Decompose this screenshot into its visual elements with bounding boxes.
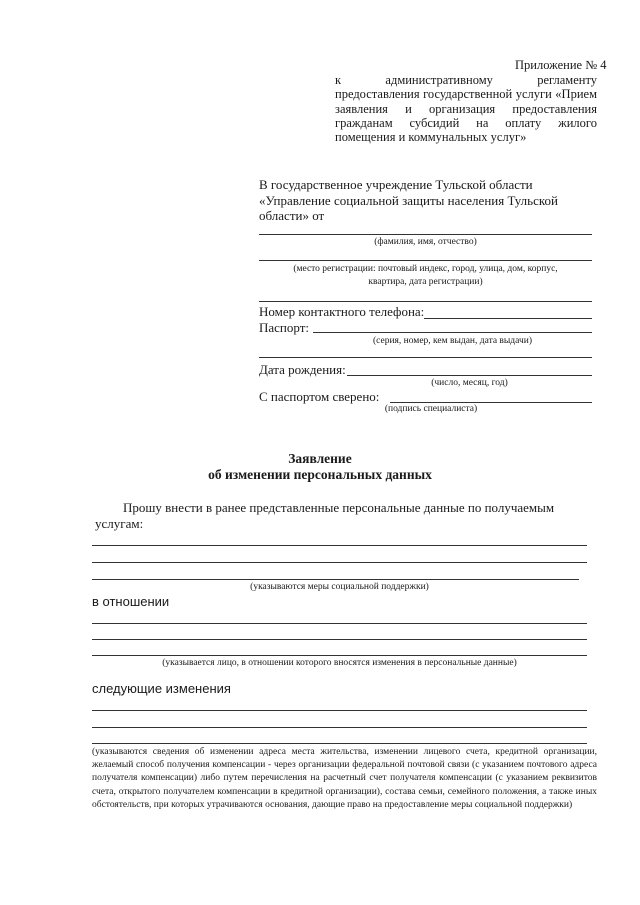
services-line-2[interactable] [92, 562, 587, 563]
person-caption: (указывается лицо, в отношении которого вносятся изменения в персональные данные) [162, 658, 517, 668]
regarding-label: в отношении [92, 594, 170, 609]
birth-label: Дата рождения: [259, 362, 346, 377]
statement-subtitle: об изменении персональных данных [208, 467, 432, 482]
fio-caption: (фамилия, имя, отчество) [374, 237, 477, 247]
address-line-2[interactable] [259, 301, 592, 302]
birth-line[interactable] [347, 375, 592, 376]
person-line-2[interactable] [92, 639, 587, 640]
phone-label: Номер контактного телефона: [259, 304, 425, 319]
passport-line-2[interactable] [259, 357, 592, 358]
address-caption-1: (место регистрации: почтовый индекс, город, улица, дом, корпус, [293, 264, 558, 274]
support-measures-caption: (указываются меры социальной поддержки) [250, 582, 429, 592]
services-line-3[interactable] [92, 579, 579, 580]
request-text: Прошу внести в ранее представленные персональные данные по получаемым услугам: [95, 500, 555, 531]
changes-line-2[interactable] [92, 727, 587, 728]
phone-line[interactable] [424, 318, 592, 319]
changes-explanation-note: (указываются сведения об изменении адреса места жительства, изменении лицевого счета, кредитной организации, желаемый способ получения компенсации - через организации федеральной почтовой связи (с указанием почтового адреса получателя компенсации) либо путем перечисления на расчетный счет получателя компенсации (с указанием реквизитов счета, открытого получателем компенсации в кредитной организации), состава семьи, семейного положения, а также иных обстоятельств, при которых утрачиваются основания, дающие право на предоставление меры социальной поддержки) [92, 747, 597, 810]
verified-label: С паспортом сверено: [259, 389, 380, 404]
verified-signature-line[interactable] [390, 402, 592, 403]
passport-caption: (серия, номер, кем выдан, дата выдачи) [372, 336, 532, 346]
annex-title: Приложение № 4 [515, 58, 607, 72]
recipient-address: В государственное учреждение Тульской области «Управление социальной защиты населения Тульской области» от [259, 177, 558, 223]
passport-label: Паспорт: [259, 320, 310, 335]
changes-label: следующие изменения [92, 681, 231, 696]
fio-line[interactable] [259, 234, 592, 235]
address-caption-2: квартира, дата регистрации) [368, 277, 483, 287]
annex-regulation-text: к административному регламенту предоставления государственной услуги «Прием заявления и организация предоставления гражданам субсидий на оплату жилого помещения и коммунальных услуг» [335, 73, 597, 145]
changes-line-1[interactable] [92, 710, 587, 711]
statement-title: Заявление [288, 451, 352, 466]
address-line[interactable] [259, 260, 592, 261]
person-line-3[interactable] [92, 655, 587, 656]
passport-line[interactable] [313, 332, 592, 333]
birth-caption: (число, месяц, год) [431, 378, 508, 388]
person-line-1[interactable] [92, 623, 587, 624]
services-line-1[interactable] [92, 545, 587, 546]
changes-line-3[interactable] [92, 743, 587, 744]
signature-caption: (подпись специалиста) [384, 404, 478, 414]
